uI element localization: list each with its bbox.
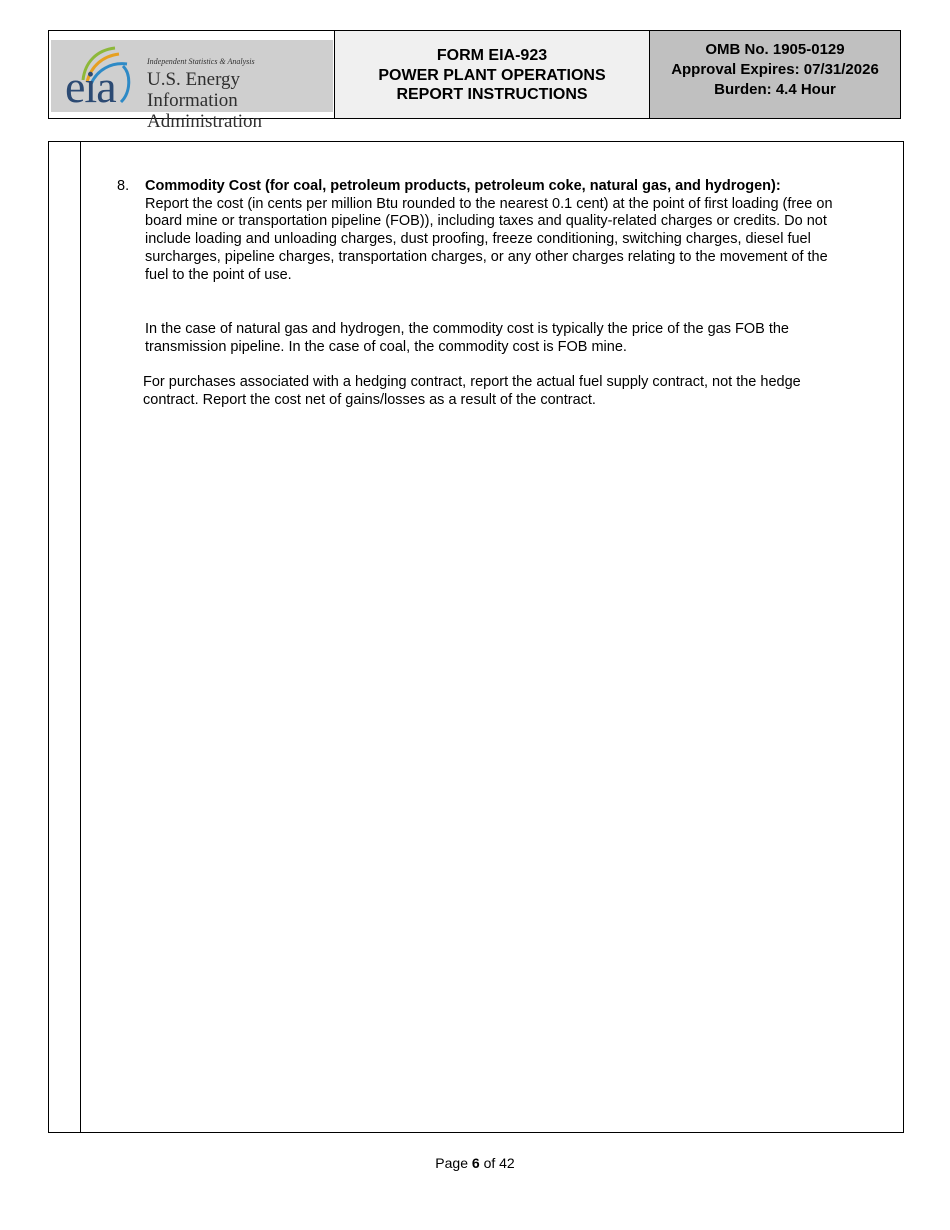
logo-tagline: Independent Statistics & Analysis bbox=[147, 57, 255, 66]
item-number: 8. bbox=[117, 178, 130, 194]
agency-name-line-2: Administration bbox=[147, 111, 263, 132]
paragraph-2: In the case of natural gas and hydrogen, the commodity cost is typically the price of the gas FOB the transmission pipeline. In the case of coal, the commodity cost is FOB mine. bbox=[145, 321, 789, 355]
approval-expires: Approval Expires: 07/31/2026 bbox=[671, 61, 879, 78]
page-of: of bbox=[483, 1155, 496, 1171]
form-title-line-2: POWER PLANT OPERATIONS bbox=[378, 66, 606, 84]
margin-divider bbox=[80, 142, 81, 1132]
eia-logo bbox=[49, 31, 335, 132]
form-title-line-1: FORM EIA-923 bbox=[436, 47, 548, 65]
paragraph-1: Report the cost (in cents per million Btu rounded to the nearest 0.1 cent) at the point of first loading (free on board mine or transportation pipeline (FOB)), including taxes and quality-related charges or credits. Do not include loading and unloading charges, dust proofing, freeze conditioning, switching charges, diesel fuel surcharges, pipeline charges, transportation charges, or any other charges relating to the movement of the fuel to the point of use. bbox=[145, 195, 833, 283]
item-block bbox=[145, 178, 855, 284]
page-footer bbox=[0, 1155, 950, 1171]
form-title bbox=[335, 31, 650, 118]
burden: Burden: 4.4 Hour bbox=[714, 81, 836, 98]
page-number: 6 bbox=[471, 1155, 480, 1171]
agency-name-line-1: U.S. Energy Information bbox=[147, 69, 241, 111]
content-frame bbox=[48, 141, 904, 1133]
omb-number: OMB No. 1905-0129 bbox=[705, 41, 845, 58]
logo-background bbox=[51, 40, 333, 132]
paragraph-3: For purchases associated with a hedging contract, report the actual fuel supply contract, not the hedge contract. Report the cost net of gains/losses as a result of the contract. bbox=[143, 374, 801, 408]
form-title-line-3: REPORT INSTRUCTIONS bbox=[396, 86, 588, 104]
page-label: Page bbox=[435, 1155, 468, 1171]
logo-wordmark: eia bbox=[65, 61, 116, 112]
form-header bbox=[48, 30, 901, 132]
omb-info bbox=[650, 31, 900, 118]
page-total: 42 bbox=[499, 1155, 515, 1171]
item-title: Commodity Cost (for coal, petroleum products, petroleum coke, natural gas, and hydrogen): bbox=[145, 178, 781, 194]
agency-name bbox=[147, 69, 333, 132]
